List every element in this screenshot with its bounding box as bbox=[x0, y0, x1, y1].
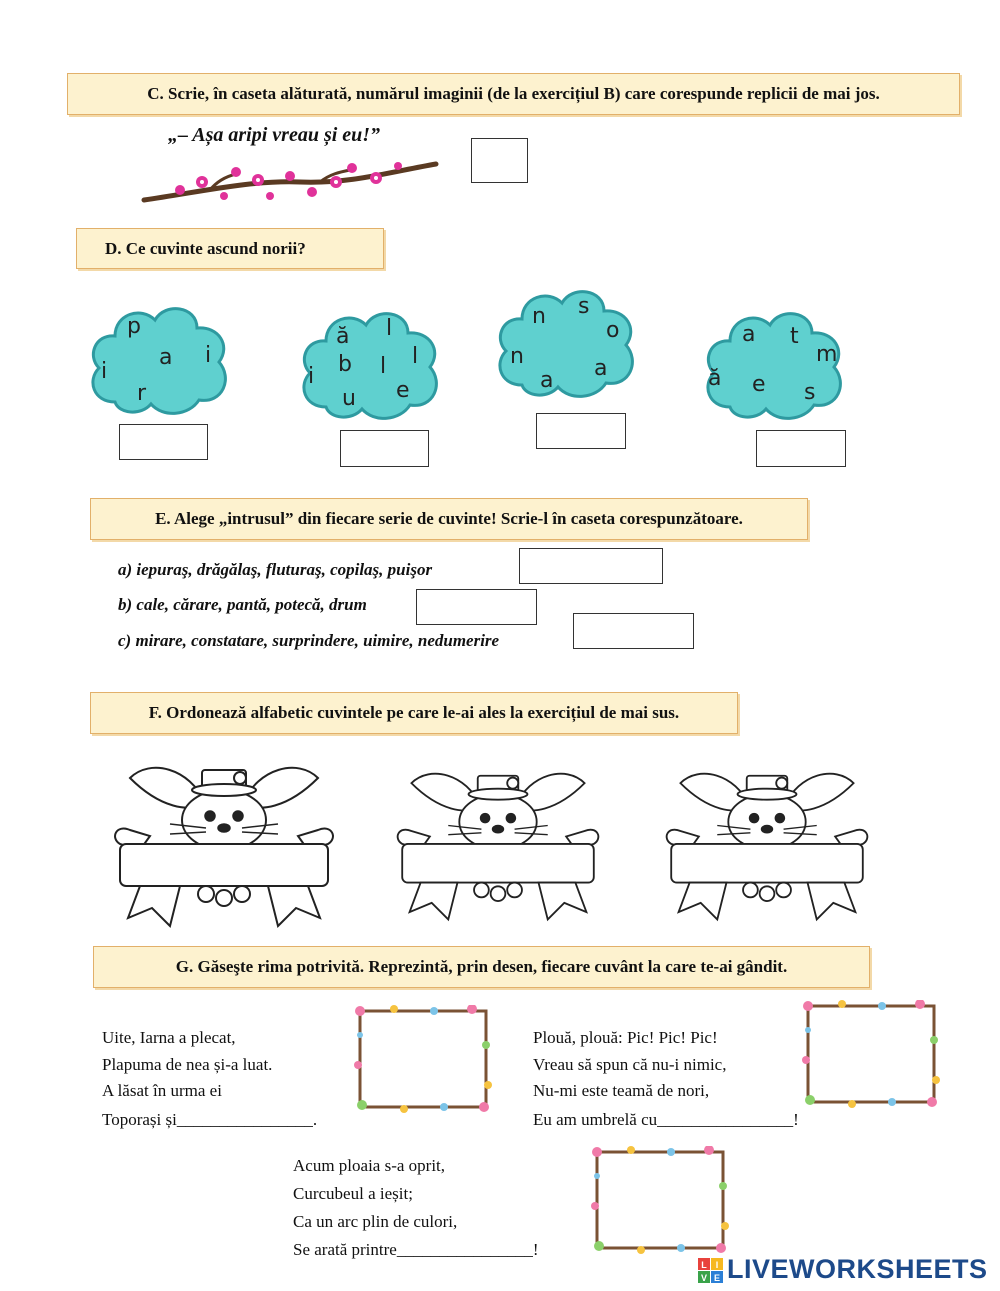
series-a: a) iepuraş, drăgălaş, fluturaş, copilaş, puişor bbox=[118, 560, 433, 579]
answer-box-c[interactable] bbox=[471, 138, 528, 183]
logo-letter-l: L bbox=[701, 1260, 707, 1270]
poem-2 bbox=[533, 1025, 799, 1133]
cloud-2-letter-2: l bbox=[386, 316, 393, 341]
cloud-2-letter-7: u bbox=[342, 386, 356, 411]
cloud-3-letter-3: o bbox=[606, 318, 620, 343]
bunny-sign-1 bbox=[110, 758, 338, 928]
instruction-f-text: F. Ordonează alfabetic cuvintele pe care le-ai ales la exercițiul de mai sus. bbox=[148, 703, 680, 722]
series-c: c) mirare, constatare, surprindere, uimire, nedumerire bbox=[118, 631, 500, 650]
cloud-2-letter-4: b bbox=[338, 352, 352, 377]
answer-box-series-b[interactable] bbox=[416, 589, 537, 625]
poem-2-line-2: Vreau să spun că nu-i nimic, bbox=[533, 1054, 727, 1074]
cloud-1-letter-2: i bbox=[205, 343, 212, 368]
logo-letter-v: V bbox=[700, 1273, 708, 1283]
cloud-4-letter-2: t bbox=[790, 324, 799, 349]
cloud-1-letter-3: a bbox=[159, 345, 173, 370]
cloud-1-letter-4: i bbox=[101, 359, 108, 384]
blossom-branch-image bbox=[140, 152, 440, 210]
instruction-d-text: D. Ce cuvinte ascund norii? bbox=[105, 238, 306, 258]
cloud-4-letter-5: e bbox=[752, 372, 766, 397]
poem-1 bbox=[102, 1025, 317, 1133]
poem-3-line-3: Ca un arc plin de culori, bbox=[293, 1212, 458, 1231]
quote-text: „– Așa aripi vreau și eu!” bbox=[168, 124, 381, 146]
cloud-2-letter-1: ă bbox=[336, 324, 350, 349]
poem-3-line-4: Se arată printre________________! bbox=[293, 1240, 539, 1259]
poem-1-line-4: Toporași și________________. bbox=[102, 1109, 318, 1129]
cloud-3-letter-6: a bbox=[594, 356, 608, 381]
flower-frame-3[interactable] bbox=[591, 1146, 729, 1254]
poem-1-line-2: Plapuma de nea și-a luat. bbox=[102, 1054, 273, 1074]
logo-letter-e: E bbox=[713, 1273, 721, 1283]
series-b: b) cale, cărare, pantă, potecă, drum bbox=[118, 595, 367, 614]
brand-name: LIVEWORKSHEETS bbox=[727, 1254, 988, 1284]
flower-frame-1[interactable] bbox=[354, 1005, 492, 1113]
cloud-1-letter-1: p bbox=[127, 314, 141, 339]
cloud-2-letter-8: e bbox=[396, 378, 410, 403]
answer-box-cloud-2[interactable] bbox=[340, 430, 429, 467]
poem-3 bbox=[293, 1152, 539, 1264]
logo-letter-i: I bbox=[715, 1260, 719, 1270]
poem-3-line-2: Curcubeul a ieșit; bbox=[293, 1184, 413, 1203]
instruction-c-text: C. Scrie, în caseta alăturată, numărul imaginii (de la exercițiul B) care corespunde replicii de mai jos. bbox=[147, 84, 880, 103]
flower-frame-2[interactable] bbox=[801, 1000, 941, 1108]
answer-box-series-a[interactable] bbox=[519, 548, 663, 584]
instruction-g bbox=[93, 946, 870, 988]
cloud-3-letter-5: a bbox=[540, 368, 554, 393]
cloud-3-letter-4: n bbox=[510, 344, 524, 369]
cloud-4-letter-4: ă bbox=[708, 366, 722, 391]
cloud-3-letter-1: n bbox=[532, 304, 546, 329]
poem-2-line-1: Plouă, plouă: Pic! Pic! Pic! bbox=[533, 1028, 718, 1047]
cloud-2-letter-5: l bbox=[380, 354, 387, 379]
cloud-4-letter-3: m bbox=[816, 342, 838, 367]
cloud-4-letter-1: a bbox=[742, 322, 756, 347]
letter-cloud-3 bbox=[492, 283, 642, 403]
instruction-e bbox=[90, 498, 808, 540]
poem-1-line-3: A lăsat în urma ei bbox=[102, 1081, 222, 1100]
liveworksheets-logo-icon bbox=[698, 1258, 724, 1284]
cloud-3-letter-2: s bbox=[578, 294, 590, 319]
answer-box-cloud-4[interactable] bbox=[756, 430, 846, 467]
cloud-4-letter-6: s bbox=[804, 380, 816, 405]
instruction-e-text: E. Alege „intrusul” din fiecare serie de cuvinte! Scrie-l în caseta corespunzătoare. bbox=[155, 509, 743, 528]
answer-box-series-c[interactable] bbox=[573, 613, 694, 649]
letter-cloud-4 bbox=[700, 305, 850, 425]
poem-1-line-1: Uite, Iarna a plecat, bbox=[102, 1028, 236, 1047]
poem-2-line-4: Eu am umbrelă cu________________! bbox=[533, 1109, 799, 1129]
cloud-1-letter-5: r bbox=[137, 381, 147, 406]
answer-box-cloud-3[interactable] bbox=[536, 413, 626, 449]
bunny-sign-2 bbox=[393, 758, 603, 928]
cloud-2-letter-3: i bbox=[308, 364, 315, 389]
answer-box-cloud-1[interactable] bbox=[119, 424, 208, 460]
letter-cloud-1 bbox=[85, 300, 235, 420]
instruction-g-text: G. Găseşte rima potrivită. Reprezintă, prin desen, fiecare cuvânt la care te-ai gândit. bbox=[175, 957, 788, 976]
instruction-f bbox=[90, 692, 738, 734]
cloud-2-letter-6: l bbox=[412, 344, 419, 369]
bunny-sign-3 bbox=[662, 758, 872, 928]
poem-2-line-3: Nu-mi este teamă de nori, bbox=[533, 1081, 710, 1100]
letter-cloud-2 bbox=[296, 305, 446, 425]
instruction-d bbox=[76, 228, 384, 269]
poem-3-line-1: Acum ploaia s-a oprit, bbox=[293, 1156, 446, 1175]
instruction-c bbox=[67, 73, 960, 115]
